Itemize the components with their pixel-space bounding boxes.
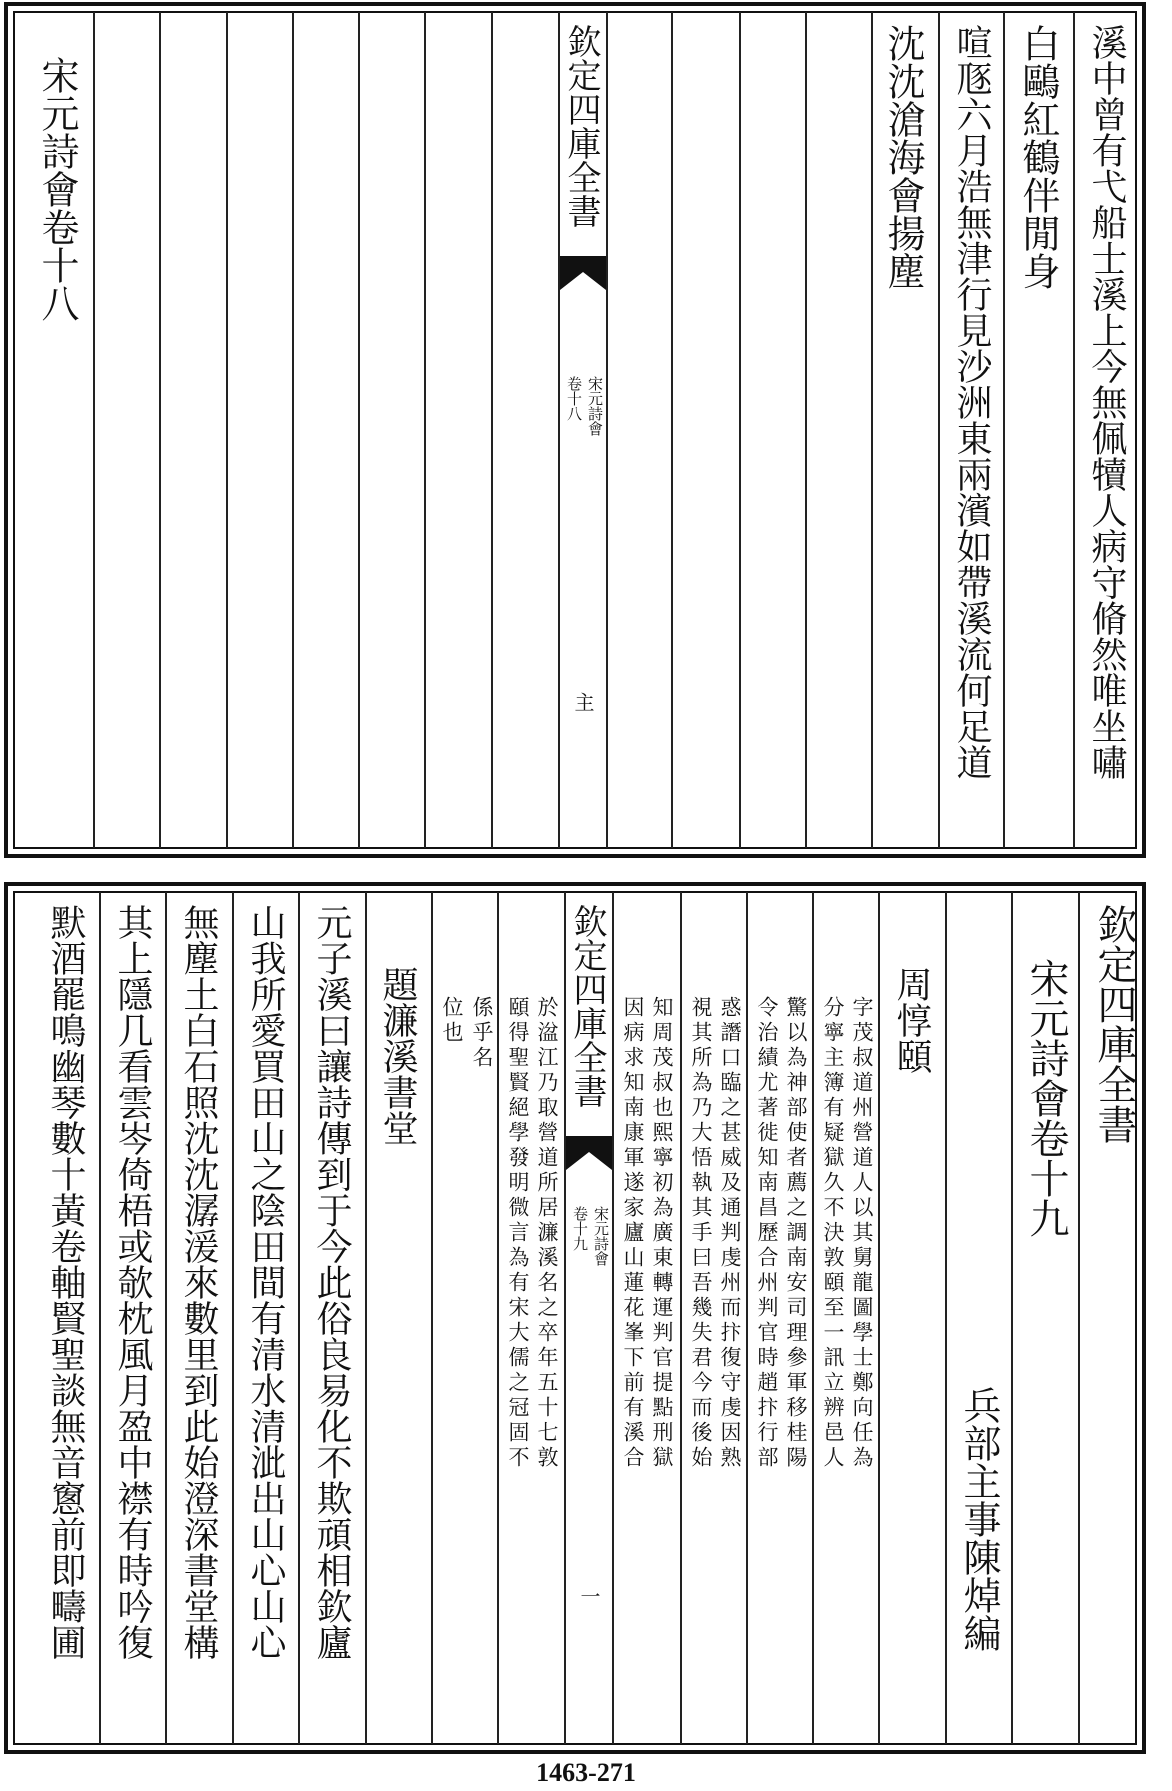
column-rule xyxy=(292,12,294,848)
column-rule xyxy=(1011,892,1013,1744)
column-rule xyxy=(1073,12,1075,848)
column-rule xyxy=(424,12,426,848)
spine-header: 欽定四庫全書 xyxy=(567,904,607,1108)
column-rule xyxy=(612,892,614,1744)
column-rule xyxy=(680,892,682,1744)
column-rule xyxy=(938,12,940,848)
column-rule xyxy=(165,892,167,1744)
column-rule xyxy=(746,892,748,1744)
bottom-page-frame xyxy=(4,882,1146,1754)
column-rule xyxy=(226,12,228,848)
column-rule xyxy=(812,892,814,1744)
column-rule xyxy=(945,892,947,1744)
book-header: 欽定四庫全書 xyxy=(1091,904,1137,1144)
spine-book-title: 宋元詩會 xyxy=(586,376,604,436)
column-rule xyxy=(739,12,741,848)
bio-line: 位也 xyxy=(440,996,464,1046)
column-rule xyxy=(99,892,101,1744)
column-rule xyxy=(671,12,673,848)
bio-line: 視其所為乃大悟執其手曰吾幾失君今而後始 xyxy=(689,996,713,1471)
column-rule xyxy=(878,892,880,1744)
volume-title: 宋元詩會卷十九 xyxy=(1023,958,1069,1238)
spine-page-number: 主 xyxy=(571,692,595,712)
poem-line: 默酒罷鳴幽琴數十黃卷軸賢聖談無音窻前即疇圃 xyxy=(45,904,86,1660)
bio-line: 驚以為神部使者薦之調南安司理參軍移桂陽 xyxy=(784,996,808,1471)
bio-line: 令治績尤著徙知南昌歷合州判官時趙抃行部 xyxy=(755,996,779,1471)
spine-volume: 卷十八 xyxy=(565,376,583,421)
bio-line: 知周茂叔也熙寧初為廣東轉運判官提點刑獄 xyxy=(650,996,674,1471)
poem-line: 其上隱几看雲岑倚梧或欹枕風月盈中襟有時吟復 xyxy=(112,904,153,1660)
column-rule xyxy=(497,892,499,1744)
column-rule xyxy=(805,12,807,848)
spine-book-title: 宋元詩會 xyxy=(592,1206,610,1266)
column-rule xyxy=(491,12,493,848)
column-rule xyxy=(558,12,560,848)
editor-credit: 兵部主事陳焯編 xyxy=(957,1386,1001,1652)
column-rule xyxy=(358,12,360,848)
column-rule xyxy=(298,892,300,1744)
column-rule xyxy=(232,892,234,1744)
column-rule xyxy=(365,892,367,1744)
poem-line: 白鷗紅鶴伴閒身 xyxy=(1016,24,1060,290)
column-rule xyxy=(606,12,608,848)
page-reference-number: 1463-271 xyxy=(536,1758,636,1787)
author-name: 周惇頤 xyxy=(891,966,932,1074)
column-rule xyxy=(93,12,95,848)
column-rule xyxy=(1003,12,1005,848)
column-rule xyxy=(564,892,566,1744)
bio-line: 因病求知南康軍遂家廬山蓮花峯下前有溪合 xyxy=(621,996,645,1471)
bio-line: 頤得聖賢絕學發明微言為有宋大儒之冠固不 xyxy=(506,996,530,1471)
bio-line: 惑譖口臨之甚威及通判虔州而抃復守虔因熟 xyxy=(718,996,742,1471)
column-rule xyxy=(159,12,161,848)
poem-line: 沈沈滄海會揚塵 xyxy=(881,24,925,290)
poem-line: 元子溪曰讓詩傳到于今此俗良易化不欺頑相欽廬 xyxy=(311,904,352,1660)
spine-page-number: 一 xyxy=(577,1586,601,1606)
poem-line: 山我所愛買田山之陰田間有清水清泚出山心山心 xyxy=(245,904,286,1660)
fishtail-mark xyxy=(566,1136,612,1172)
poem-line: 溪中曾有弋船士溪上今無佩犢人病守脩然唯坐嘯 xyxy=(1086,24,1127,780)
poem-line: 無塵土白石照沈沈潺湲來數里到此始澄深書堂構 xyxy=(178,904,219,1660)
spine-volume: 卷十九 xyxy=(571,1206,589,1251)
column-rule xyxy=(431,892,433,1744)
bio-line: 於湓江乃取營道所居濂溪名之卒年五十七敦 xyxy=(535,996,559,1471)
column-rule xyxy=(1078,892,1080,1744)
poem-line: 喧豗六月浩無津行見沙洲東兩濱如帶溪流何足道 xyxy=(951,24,992,780)
volume-end-title: 宋元詩會卷十八 xyxy=(35,56,79,322)
spine-header: 欽定四庫全書 xyxy=(561,24,601,228)
bio-line: 係乎名 xyxy=(470,996,494,1071)
poem-title: 題濂溪書堂 xyxy=(377,966,418,1146)
bio-line: 分寧主簿有疑獄久不決敦頤至一訊立辨邑人 xyxy=(821,996,845,1471)
bio-line: 字茂叔道州營道人以其舅龍圖學士鄭向任為 xyxy=(850,996,874,1471)
fishtail-mark xyxy=(560,256,606,292)
top-page-frame xyxy=(4,2,1146,858)
column-rule xyxy=(871,12,873,848)
